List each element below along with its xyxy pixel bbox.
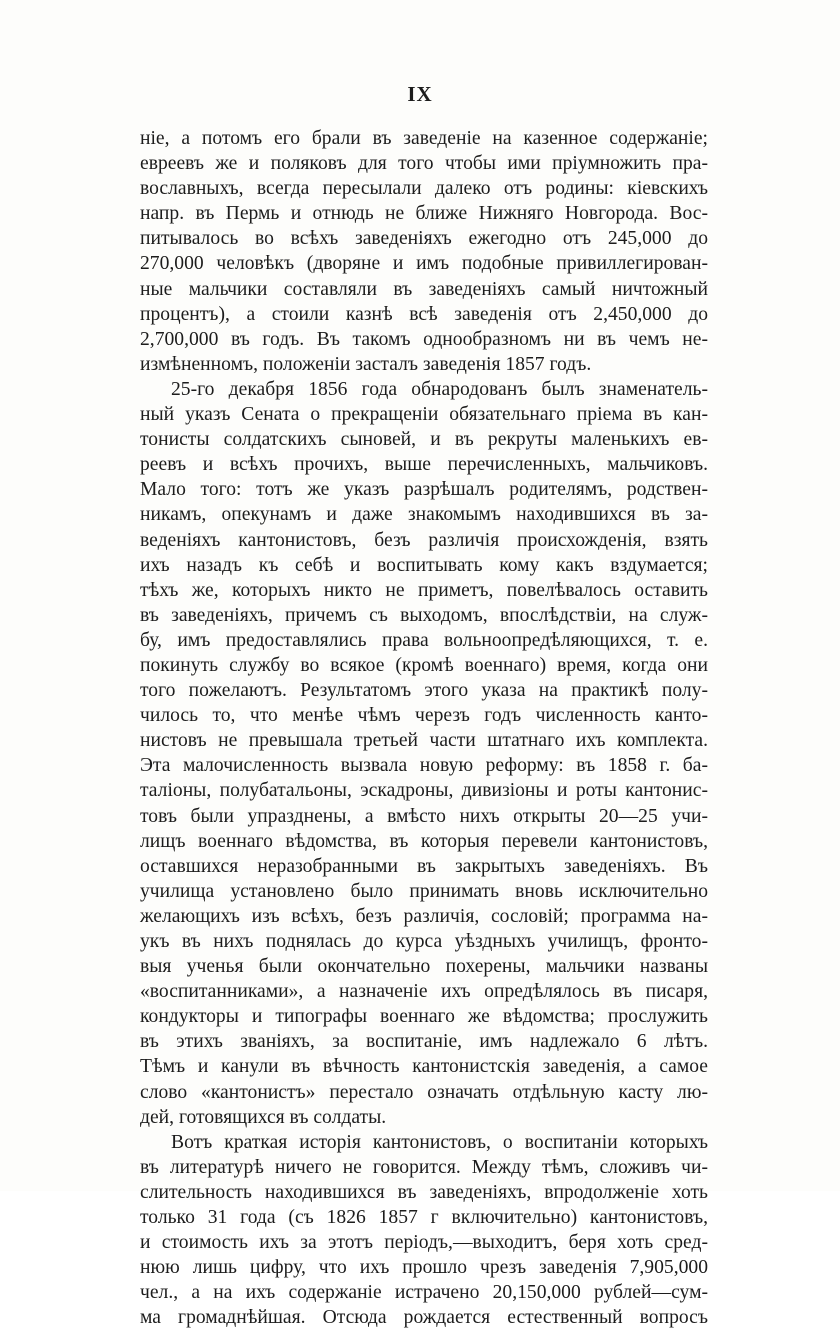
text-line: Тѣмъ и канули въ вѣчность кантонистскія заведенія, а самое [140, 1056, 708, 1078]
text-line: процентъ), а стоили казнѣ всѣ заведенія отъ 2,450,000 до [140, 303, 708, 325]
paragraph [140, 1130, 708, 1331]
text-line: слительность находившихся въ заведеніяхъ, впродолженіе хоть [140, 1181, 708, 1203]
text-line: въ этихъ званіяхъ, за воспитаніе, имъ надлежало 6 лѣтъ. [140, 1031, 708, 1053]
text-line: тонисты солдатскихъ сыновей, и въ рекруты маленькихъ ев- [140, 429, 708, 451]
paragraph [140, 126, 708, 377]
text-line: слово «кантонистъ» перестало означать отдѣльную касту лю- [140, 1081, 708, 1103]
text-line: покинуть службу во всякое (кромѣ военнаго) время, когда они [140, 654, 708, 676]
text-line: товъ были упразднены, а вмѣсто нихъ открыты 20—25 учи- [140, 805, 708, 827]
text-line: ный указъ Сената о прекращеніи обязательнаго пріема въ кан- [140, 404, 708, 426]
text-line: напр. въ Пермь и отнюдь не ближе Нижняго Новгорода. Вос- [140, 203, 708, 225]
text-line: таліоны, полубатальоны, эскадроны, дивизіоны и роты кантонис- [140, 780, 708, 802]
text-line: того пожелаютъ. Результатомъ этого указа на практикѣ полу- [140, 680, 708, 702]
text-line: ма громаднѣйшая. Отсюда рождается естественный вопросъ [140, 1307, 708, 1329]
text-line: измѣненномъ, положеніи засталъ заведенія 1857 годъ. [140, 353, 592, 375]
text-line: желающихъ изъ всѣхъ, безъ различія, сословій; программа на- [140, 905, 708, 927]
body-text [140, 126, 708, 1331]
text-line: кондукторы и типографы военнаго же вѣдомства; прослужить [140, 1006, 708, 1028]
page-number: IX [407, 82, 433, 106]
text-line: лищъ военнаго вѣдомства, въ которыя перевели кантонистовъ, [140, 830, 708, 852]
text-line: нюю лишь цифру, что ихъ прошло чрезъ заведенія 7,905,000 [140, 1257, 708, 1279]
text-line: тѣхъ же, которыхъ никто не приметъ, повелѣвалось оставить [140, 579, 708, 601]
text-line: Вотъ краткая исторія кантонистовъ, о воспитаніи которыхъ [171, 1131, 708, 1153]
text-line: вославныхъ, всегда пересылали далеко отъ родины: кіевскихъ [140, 178, 708, 200]
text-line: нистовъ не превышала третьей части штатнаго ихъ комплекта. [140, 730, 708, 752]
text-line: никамъ, опекунамъ и даже знакомымъ находившихся въ за- [140, 504, 708, 526]
text-line: бу, имъ предоставлялись права вольноопредѣляющихся, т. е. [140, 629, 708, 651]
text-line: 25-го декабря 1856 года обнародованъ былъ знаменатель- [171, 378, 708, 400]
paragraph [140, 377, 708, 1130]
text-line: 2,700,000 въ годъ. Въ такомъ однообразномъ ни въ чемъ не- [140, 328, 708, 350]
text-line: ные мальчики составляли въ заведеніяхъ самый ничтожный [140, 278, 708, 300]
text-line: училища установлено было принимать вновь исключительно [140, 880, 708, 902]
text-line: веденіяхъ кантонистовъ, безъ различія происхожденія, взять [140, 529, 708, 551]
text-line: ихъ назадъ къ себѣ и воспитывать кому какъ вздумается; [140, 554, 708, 576]
text-line: ніе, а потомъ его брали въ заведеніе на казенное содержаніе; [140, 128, 708, 149]
text-line: и стоимость ихъ за этотъ періодъ,—выходитъ, беря хоть сред- [140, 1232, 708, 1254]
text-line: Эта малочисленность вызвала новую реформу: въ 1858 г. ба- [140, 755, 708, 777]
text-line: укъ въ нихъ поднялась до курса уѣздныхъ училищъ, фронто- [140, 931, 708, 952]
text-line: чилось то, что менѣе чѣмъ черезъ годъ численность канто- [140, 705, 708, 727]
text-line: дей, готовящихся въ солдаты. [140, 1106, 387, 1128]
text-line: Мало того: тотъ же указъ разрѣшалъ родителямъ, родствен- [140, 479, 708, 501]
text-line: въ заведеніяхъ, причемъ съ выходомъ, впослѣдствіи, на служ- [140, 604, 708, 626]
text-line: 270,000 человѣкъ (дворяне и имъ подобные привиллегирован- [140, 253, 708, 275]
text-line: евреевъ же и поляковъ для того чтобы ими пріумножить пра- [140, 153, 708, 175]
text-line: оставшихся неразобранными въ закрытыхъ заведеніяхъ. Въ [140, 855, 708, 877]
text-line: реевъ и всѣхъ прочихъ, выше перечисленныхъ, мальчиковъ. [140, 454, 708, 476]
text-line: выя ученья были окончательно похерены, мальчики названы [140, 956, 708, 978]
text-line: въ литературѣ ничего не говорится. Между тѣмъ, сложивъ чи- [140, 1156, 708, 1178]
text-line: только 31 года (съ 1826 1857 г включительно) кантонистовъ, [140, 1207, 708, 1229]
text-line: чел., а на ихъ содержаніе истрачено 20,150,000 рублей—сум- [140, 1282, 708, 1304]
text-line: питывалось во всѣхъ заведеніяхъ ежегодно отъ 245,000 до [140, 228, 708, 250]
text-line: «воспитанниками», а назначеніе ихъ опредѣлялось въ писаря, [140, 981, 708, 1003]
